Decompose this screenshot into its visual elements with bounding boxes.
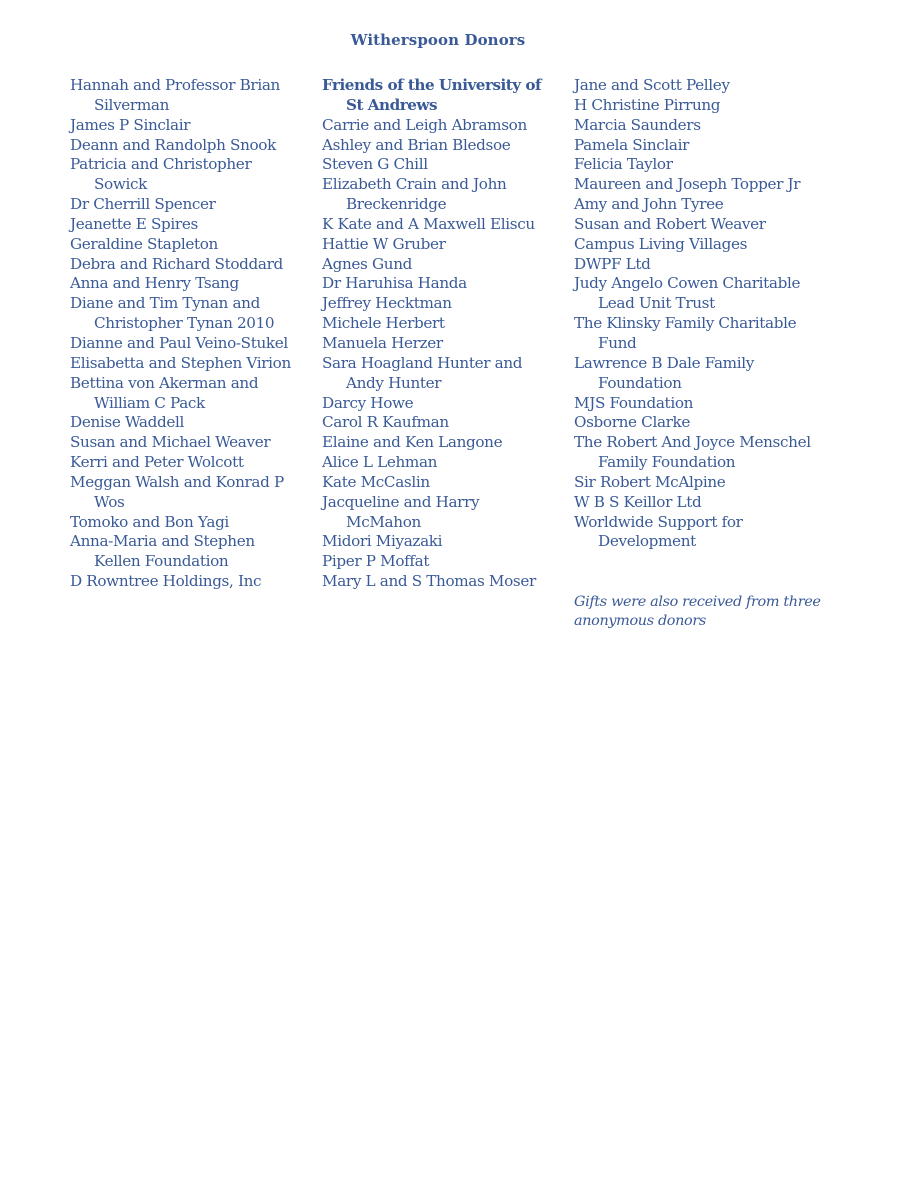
donor-entry: Susan and Michael Weaver [70,433,271,452]
donor-entry: Elaine and Ken Langone [322,433,503,452]
donor-entry: Carol R Kaufman [322,413,449,432]
donor-entry: Elizabeth Crain and John Breckenridge [322,175,507,214]
donor-entry: Piper P Moffat [322,552,430,571]
donor-entry: The Klinsky Family Charitable Fund [574,314,797,352]
donor-entry: W B S Keillor Ltd [574,492,702,511]
donor-entry: Sir Robert McAlpine [574,472,726,491]
donor-entry: Tomoko and Bon Yagi [70,512,229,531]
donor-entry: The Robert And Joyce Menschel Family Foundation [574,433,811,472]
donor-entry: Manuela Herzer [322,333,443,352]
donor-entry: Midori Miyazaki [322,532,443,551]
donor-entry: D Rowntree Holdings, Inc [70,572,262,591]
donor-entry: Alice L Lehman [322,453,438,472]
donor-entry: Sara Hoagland Hunter and Andy Hunter [322,353,523,392]
donor-entry: Mary L and S Thomas Moser [322,572,536,591]
donor-entry: Kate McCaslin [322,472,430,491]
donor-entry: Elisabetta and Stephen Virion [70,353,291,372]
donor-column-3 [574,76,814,552]
donor-entry: Michele Herbert [322,314,445,333]
donor-column-1 [70,76,305,592]
donor-entry: Agnes Gund [322,254,412,273]
donor-entry: Amy and John Tyree [574,195,724,214]
donor-entry: Meggan Walsh and Konrad P Wos [70,472,284,511]
donor-entry: Hannah and Professor Brian Silverman [70,76,280,114]
donor-entry: James P Sinclair [70,115,191,134]
donor-entry: Judy Angelo Cowen Charitable Lead Unit Trust [574,274,801,313]
donor-entry: Bettina von Akerman and William C Pack [70,373,259,412]
donor-entry: Dianne and Paul Veino-Stukel [70,333,288,352]
donor-entry: Friends of the University of St Andrews [322,76,542,114]
donor-entry: Patricia and Christopher Sowick [70,155,252,194]
donor-entry: Anna-Maria and Stephen Kellen Foundation [70,532,255,571]
donor-entry: Worldwide Support for Development [574,512,743,551]
page-title: Witherspoon Donors [350,31,526,50]
donor-entry: Maureen and Joseph Topper Jr [574,175,801,194]
donor-entry: Kerri and Peter Wolcott [70,453,244,472]
donor-entry: Debra and Richard Stoddard [70,254,283,273]
donor-entry: Ashley and Brian Bledsoe [322,135,511,154]
donor-entry: Diane and Tim Tynan and Christopher Tynan 2010 [70,294,275,333]
donor-entry: Denise Waddell [70,413,185,432]
donor-entry: Carrie and Leigh Abramson [322,115,527,134]
donor-entry: Dr Haruhisa Handa [322,274,467,293]
donor-entry: Darcy Howe [322,393,414,412]
donor-entry: Lawrence B Dale Family Foundation [574,353,754,392]
donor-entry: Pamela Sinclair [574,135,690,154]
donor-entry: Jeanette E Spires [70,214,198,233]
donor-column-2 [322,76,557,592]
donor-entry: Campus Living Villages [574,234,748,253]
donor-entry: Osborne Clarke [574,413,691,432]
donor-entry: Jane and Scott Pelley [574,76,730,94]
donor-entry: Susan and Robert Weaver [574,214,766,233]
donor-entry: Geraldine Stapleton [70,234,218,253]
donor-entry: Jacqueline and Harry McMahon [322,492,480,531]
donor-entry: Hattie W Gruber [322,234,446,253]
donor-entry: Dr Cherrill Spencer [70,195,216,214]
donor-entry: Anna and Henry Tsang [70,274,239,293]
donor-entry: Marcia Saunders [574,115,701,134]
donor-entry: DWPF Ltd [574,254,651,273]
donor-entry: H Christine Pirrung [574,95,721,114]
donor-entry: Deann and Randolph Snook [70,135,276,154]
donor-entry: Felicia Taylor [574,155,673,174]
anonymous-donors-note: Gifts were also received from three anonymous donors [574,594,821,629]
donor-entry: Steven G Chill [322,155,428,174]
donor-entry: MJS Foundation [574,393,694,412]
donor-entry: Jeffrey Hecktman [322,294,452,313]
donor-entry: K Kate and A Maxwell Eliscu [322,214,535,233]
